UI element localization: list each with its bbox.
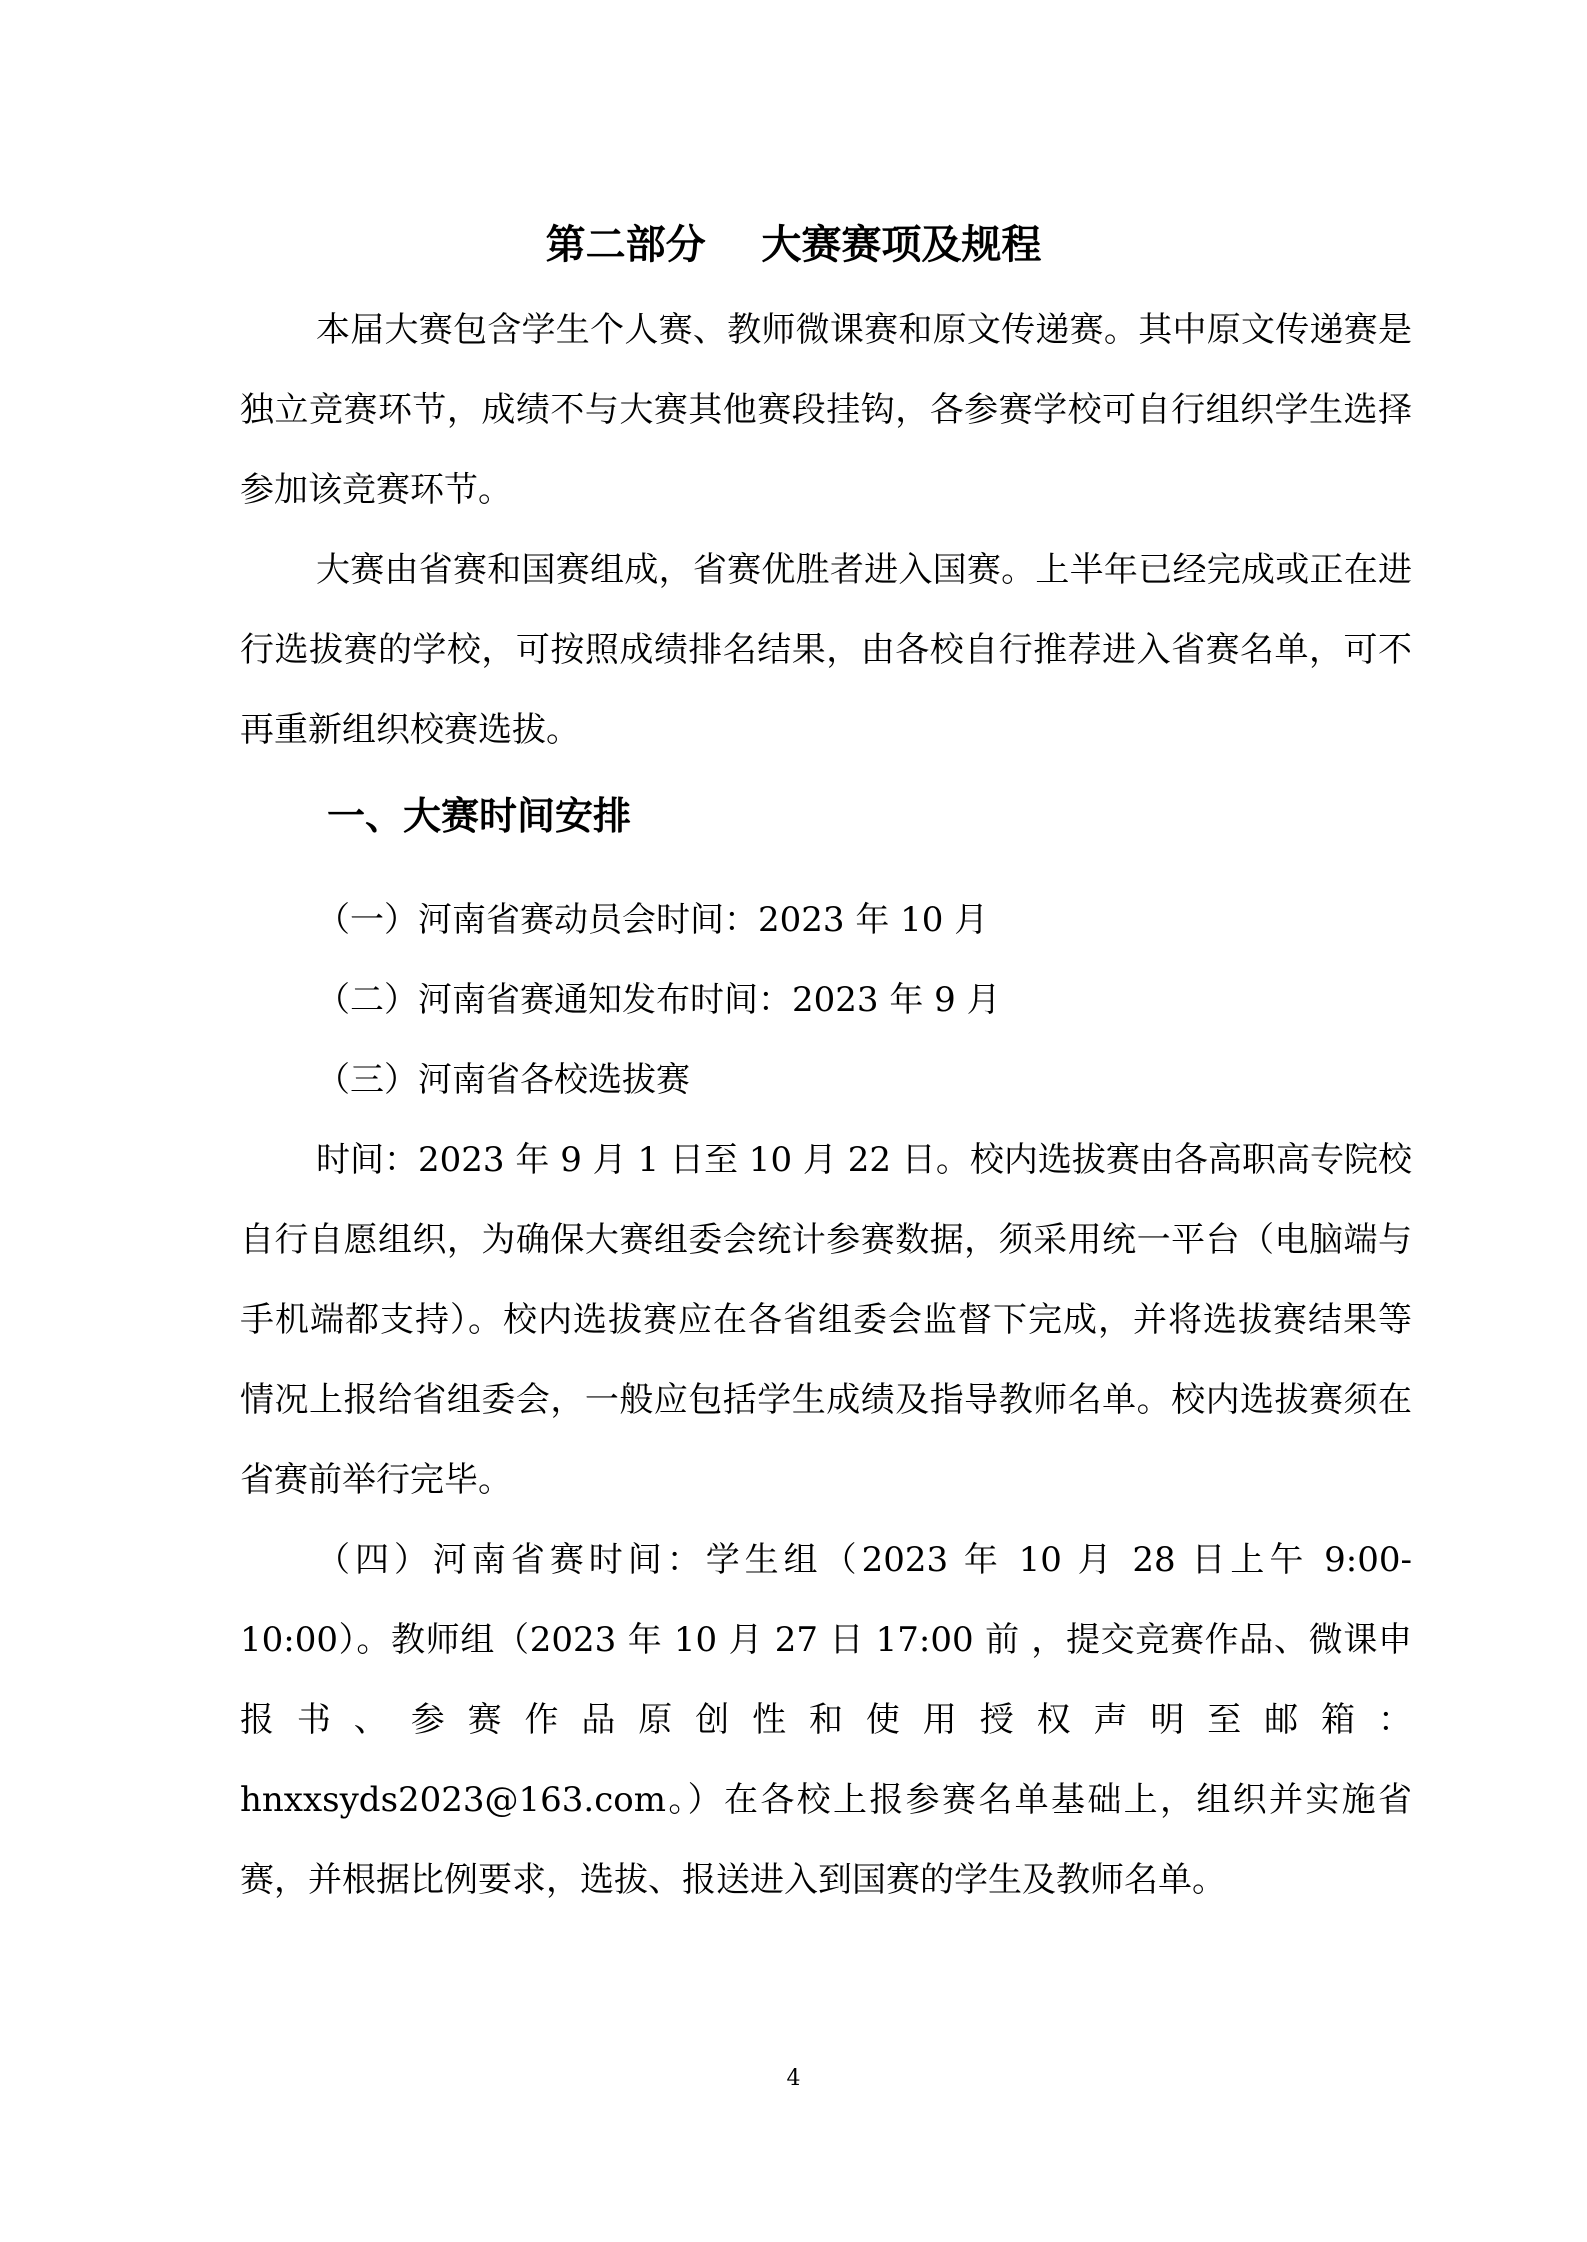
- page-title: 第二部分 大赛赛项及规程: [545, 222, 1042, 268]
- selection-paragraph: 时间：2023 年 9 月 1 日至 10 月 22 日。校内选拔赛由各高职高专院校自行自愿组织，为确保大赛组委会统计参赛数据，须采用统一平台（电脑端与手机端都支持）。校内选拔赛应在各省组委会监督下完成，并将选拔赛结果等情况上报给省组委会，一般应包括学生成绩及指导教师名单。校内选拔赛须在省赛前举行完毕。: [240, 1140, 1412, 1500]
- schedule-item-selection: （三）河南省各校选拔赛: [316, 1060, 690, 1100]
- section-heading-schedule: 一、大赛时间安排: [327, 794, 632, 838]
- page-number: 4: [786, 2066, 801, 2091]
- provincial-paragraph: （四）河南省赛时间：学生组（2023 年 10 月 28 日上午 9:00-10:00）。教师组（2023 年 10 月 27 日 17:00 前 ，提交竞赛作品、微课申报书、参赛作品原创性和使用授权声明至邮箱：hnxxsyds2023@163.com。）在各校上报参赛名单基础上，组织并实施省赛，并根据比例要求，选拔、报送进入到国赛的学生及教师名单。: [240, 1540, 1412, 1900]
- intro-paragraph-2: 大赛由省赛和国赛组成，省赛优胜者进入国赛。上半年已经完成或正在进行选拔赛的学校，可按照成绩排名结果，由各校自行推荐进入省赛名单，可不再重新组织校赛选拔。: [240, 550, 1412, 750]
- intro-paragraph-1: 本届大赛包含学生个人赛、教师微课赛和原文传递赛。其中原文传递赛是独立竞赛环节，成绩不与大赛其他赛段挂钩，各参赛学校可自行组织学生选择参加该竞赛环节。: [240, 310, 1412, 510]
- schedule-item-notice: （二）河南省赛通知发布时间：2023 年 9 月: [316, 980, 1001, 1020]
- schedule-item-kickoff: （一）河南省赛动员会时间：2023 年 10 月: [316, 900, 989, 940]
